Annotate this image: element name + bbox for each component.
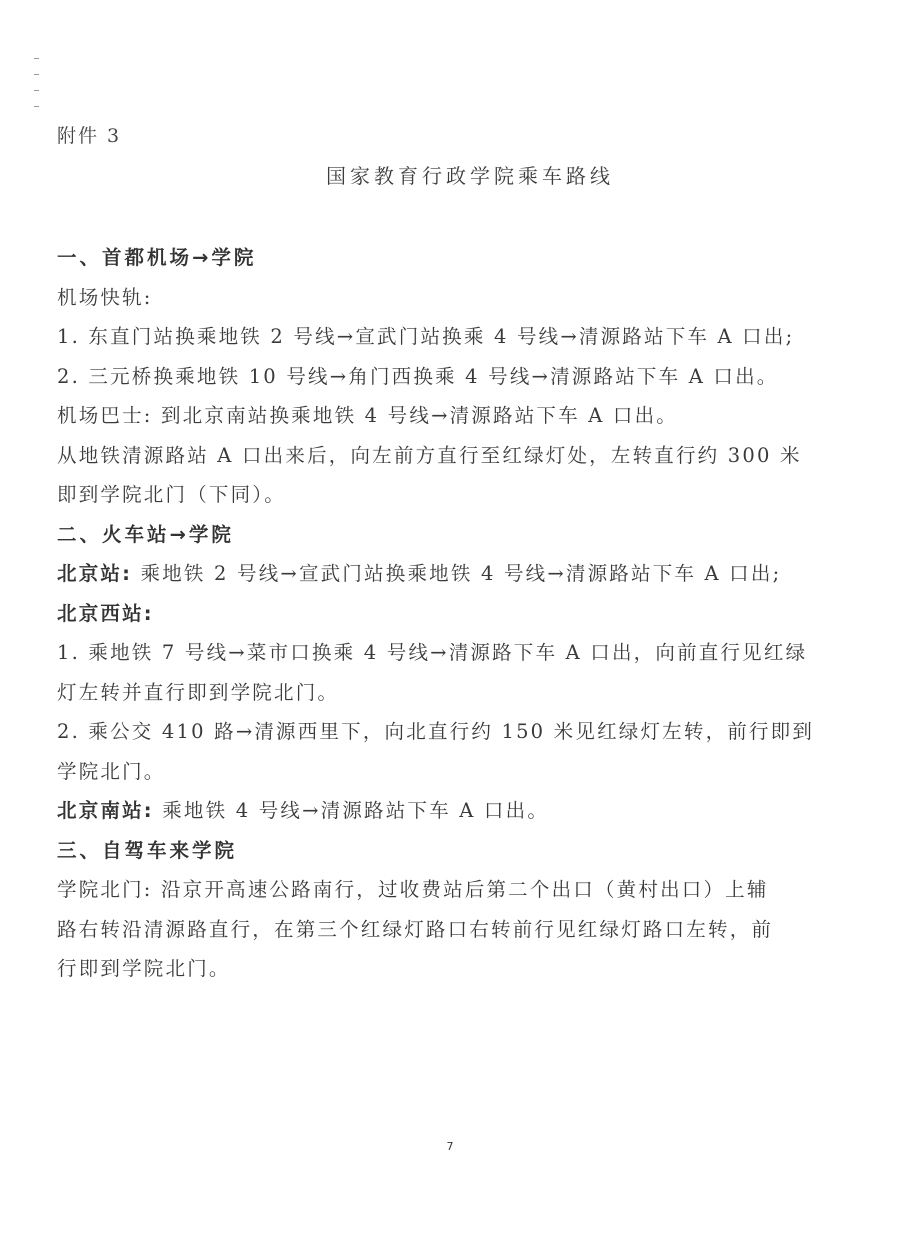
airport-bus-route: 机场巴士: 到北京南站换乘地铁 4 号线→清源路站下车 A 口出。 [57, 404, 678, 427]
driving-route-2: 路右转沿清源路直行，在第三个红绿灯路口右转前行见红绿灯路口左转，前 [57, 917, 774, 941]
beijing-west-route-2: 2. 乘公交 410 路→清源西里下，向北直行约 150 米见红绿灯左转，前行即到 [57, 720, 815, 743]
scan-margin-marks [34, 58, 40, 122]
beijing-south-label: 北京南站: [57, 799, 154, 822]
driving-route-1: 学院北门: 沿京开高速公路南行，过收费站后第二个出口（黄村出口）上辅 [57, 878, 769, 901]
page-number: 7 [446, 1140, 454, 1153]
beijing-station-label: 北京站: [57, 562, 133, 585]
beijing-west-label: 北京西站: [57, 601, 154, 625]
document-body [57, 238, 847, 989]
document-title: 国家教育行政学院乘车路线 [326, 164, 614, 188]
airport-express-label: 机场快轨: [57, 285, 153, 309]
beijing-station-route [57, 554, 847, 594]
walking-directions: 从地铁清源路站 A 口出来后，向左前方直行至红绿灯处，左转直行约 300 米 [57, 443, 802, 467]
beijing-west-route-1: 1. 乘地铁 7 号线→菜市口换乘 4 号线→清源路下车 A 口出，向前直行见红绿 [57, 641, 808, 664]
beijing-west-route-2-cont: 学院北门。 [57, 759, 166, 783]
beijing-west-route-1-cont: 灯左转并直行即到学院北门。 [57, 680, 340, 704]
beijing-south-route [57, 791, 847, 831]
attachment-label: 附件 3 [57, 125, 122, 147]
section-heading-train: 二、火车站→学院 [57, 522, 234, 546]
airport-express-route-1: 1. 东直门站换乘地铁 2 号线→宣武门站换乘 4 号线→清源路站下车 A 口出; [57, 325, 795, 348]
beijing-station-text: 乘地铁 2 号线→宣武门站换乘地铁 4 号线→清源路站下车 A 口出; [132, 562, 782, 585]
section-heading-airport: 一、首都机场→学院 [57, 246, 257, 269]
walking-directions-cont: 即到学院北门（下同）。 [57, 483, 286, 506]
beijing-south-text: 乘地铁 4 号线→清源路站下车 A 口出。 [153, 799, 550, 822]
driving-route-3: 行即到学院北门。 [57, 957, 231, 980]
airport-express-route-2: 2. 三元桥换乘地铁 10 号线→角门西换乘 4 号线→清源路站下车 A 口出。 [57, 364, 779, 388]
section-heading-driving: 三、自驾车来学院 [57, 838, 238, 862]
